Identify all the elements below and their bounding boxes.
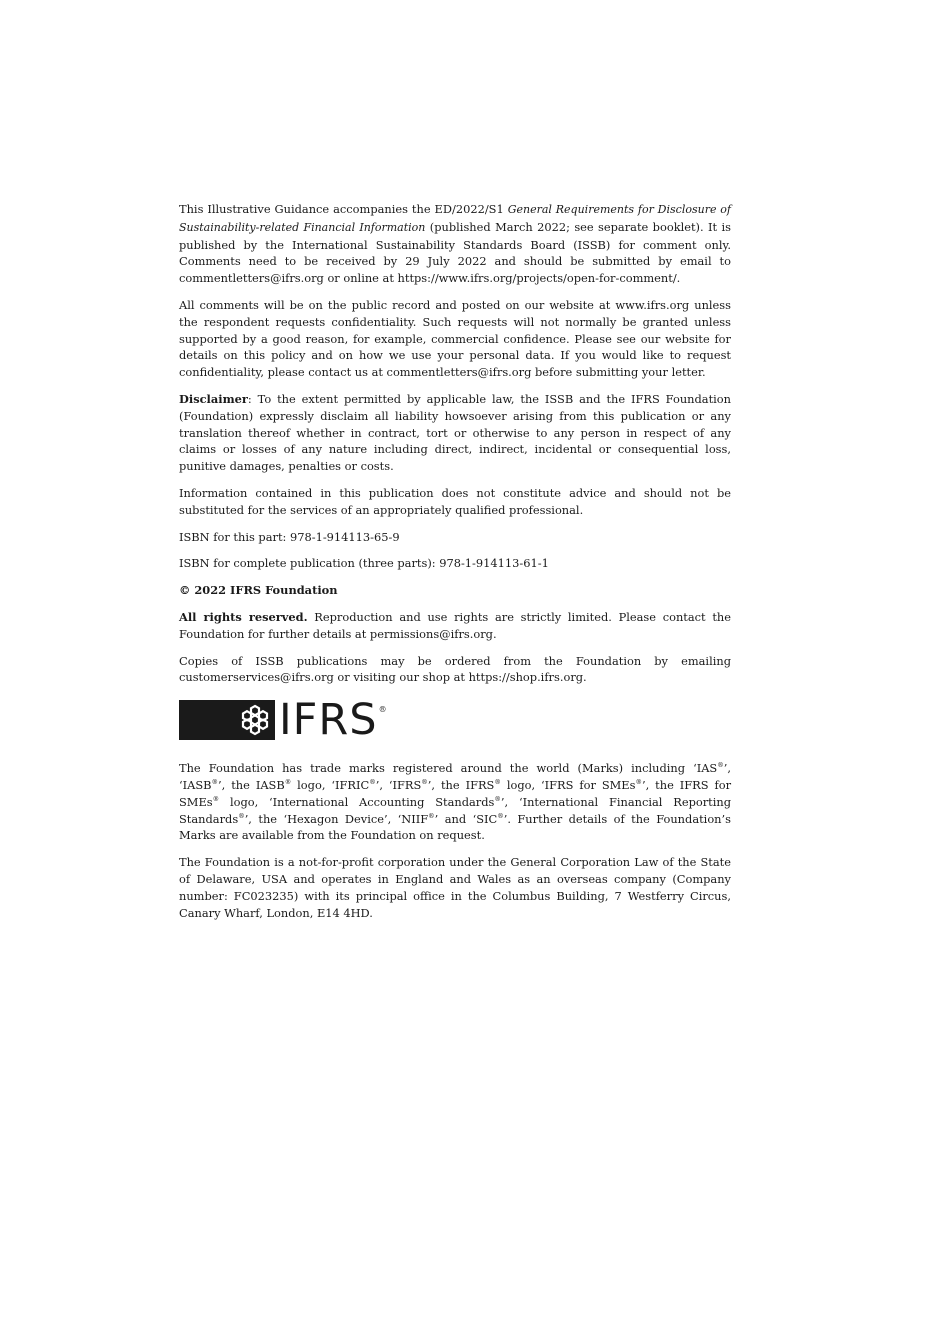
intro-text: This Illustrative Guidance accompanies the ED/2022/S1 [179,202,508,216]
trademarks-paragraph: The Foundation has trade marks registered around the world (Marks) including ‘IAS®’, ‘IASB®’, the IASB® logo, ‘IFRIC®’, ‘IFRS®’, the IFRS® logo, ‘IFRS for SMEs®’, the IFRS for SMEs® logo, ‘International Accounting Standards®’, ‘International Financial Reporting Standards®’, the ‘Hexagon Device’, ‘NIIF®’ and ‘SIC®’. Further details of the Foundation’s Marks are available from the Foundation on request. [179,761,732,843]
logo-registered-mark: ® [378,705,387,715]
comments-paragraph: All comments will be on the public record and posted on our website at www.ifrs.org unless the respondent requests confidentiality. Such requests will not normally be granted unless supported by a good reason, for example, commercial confidence. Please see our website for details on this policy and on how we use your personal data. If you would like to request confidentiality, please contact us at commentletters@ifrs.org before submitting your letter. [179,297,731,380]
disclaimer-paragraph [179,391,731,475]
disclaimer-text: : To the extent permitted by applicable law, the ISSB and the IFRS Foundation (Foundation) expressly disclaim all liability howsoever arising from this publication or any translation thereof whether in contract, tort or otherwise to any person in respect of any claims or losses of any nature including direct, indirect, incidental or consequential loss, punitive damages, penalties or costs. [179,391,731,474]
copyright-line [179,582,731,599]
ifrs-logo [179,695,731,746]
rights-paragraph [179,609,731,643]
isbn-part: ISBN for this part: 978-1-914113-65-9 [179,529,400,544]
foundation-paragraph: The Foundation is a not-for-profit corporation under the General Corporation Law of the State of Delaware, USA and operates in England and Wales as an overseas company (Company number: FC023235) with its principal office in the Columbus Building, 7 Westferry Circus, Canary Wharf, London, E14 4HD. [179,855,731,920]
hexagon-device-icon [239,704,271,736]
rights-text: Reproduction and use rights are strictly limited. Please contact the Foundation for further details at permissions@ifrs.org. [179,609,731,641]
logo-bar [179,700,275,740]
logo-wordmark: IFRS [279,695,378,746]
advice-paragraph: Information contained in this publication does not constitute advice and should not be substituted for the services of an appropriately qualified professional. [179,485,731,517]
disclaimer-label: Disclaimer [179,391,248,406]
intro-paragraph [179,201,731,287]
isbn-complete: ISBN for complete publication (three parts): 978-1-914113-61-1 [179,556,549,571]
copies-paragraph: Copies of ISSB publications may be ordered from the Foundation by emailing customerservices@ifrs.org or visiting our shop at https://shop.ifrs.org. [179,653,731,685]
intro-text-cont: (published March 2022; see separate booklet). It is published by the International Sustainability Standards Board (ISSB) for comment only. Comments need to be received by 29 July 2022 and should be submitted by email to commentletters@ifrs.org or online at https://www.ifrs.org/projects/open-for-comment/. [179,219,731,286]
copyright-text: © 2022 IFRS Foundation [179,583,338,598]
document-title: General Requirements for Disclosure of Sustainability-related Financial Information [179,203,731,234]
document-page [179,201,731,931]
rights-label: All rights reserved. [179,609,308,624]
